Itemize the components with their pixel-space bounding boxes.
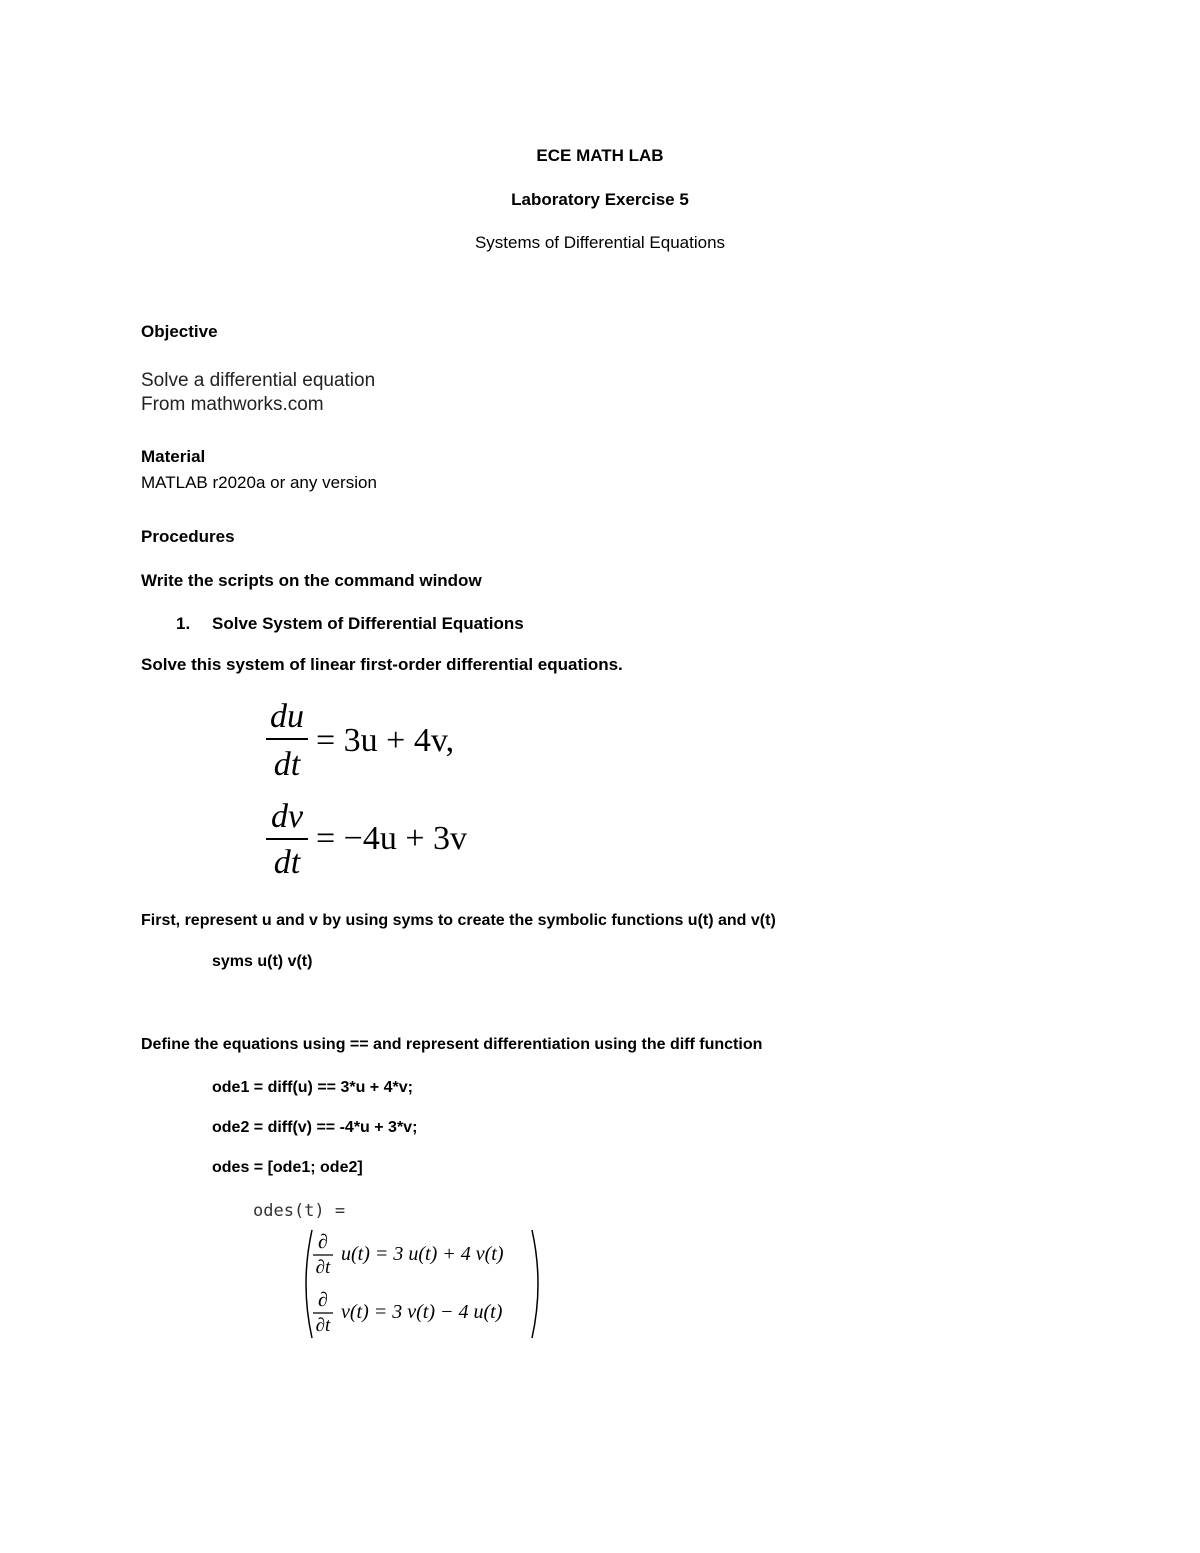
left-paren — [306, 1230, 312, 1338]
objective-line-1: Solve a differential equation — [141, 370, 376, 391]
output-label: odes(t) = — [253, 1201, 346, 1221]
eq2-numerator: dv — [270, 798, 304, 835]
code-odes: odes = [ode1; ode2] — [212, 1159, 363, 1176]
procedures-heading: Procedures — [141, 527, 235, 546]
code-ode1: ode1 = diff(u) == 3*u + 4*v; — [212, 1079, 413, 1096]
row2-partial: ∂ — [318, 1289, 328, 1311]
define-description: Define the equations using == and represent differentiation using the diff function — [141, 1036, 763, 1053]
objective-line-2: From mathworks.com — [141, 394, 324, 415]
procedures-instruction: Write the scripts on the command window — [141, 571, 482, 590]
right-paren — [532, 1230, 538, 1338]
exercise-title: Laboratory Exercise 5 — [511, 190, 689, 209]
row1-dt: ∂t — [315, 1257, 331, 1278]
eq2-rhs: = −4u + 3v — [316, 820, 468, 857]
row1-partial: ∂ — [318, 1231, 328, 1253]
material-text: MATLAB r2020a or any version — [141, 473, 377, 492]
syms-description: First, represent u and v by using syms to create the symbolic functions u(t) and v(t) — [141, 912, 776, 929]
row2-equation: v(t) = 3 v(t) − 4 u(t) — [341, 1301, 503, 1323]
step-number: 1. — [176, 614, 191, 633]
row2-dt: ∂t — [315, 1315, 331, 1336]
code-ode2: ode2 = diff(v) == -4*u + 3*v; — [212, 1119, 418, 1136]
eq1-rhs: = 3u + 4v, — [316, 722, 455, 759]
output-matrix — [298, 1226, 548, 1342]
eq1-denominator: dt — [273, 746, 301, 783]
eq1-numerator: du — [270, 698, 304, 735]
equation-system — [260, 695, 520, 885]
objective-heading: Objective — [141, 322, 218, 341]
step-intro: Solve this system of linear first-order differential equations. — [141, 655, 623, 674]
step-title: Solve System of Differential Equations — [212, 614, 524, 633]
row1-equation: u(t) = 3 u(t) + 4 v(t) — [341, 1243, 504, 1265]
eq2-denominator: dt — [273, 844, 301, 881]
topic-title: Systems of Differential Equations — [474, 233, 726, 252]
material-heading: Material — [141, 447, 206, 466]
syms-code: syms u(t) v(t) — [212, 953, 313, 970]
document-title: ECE MATH LAB — [536, 146, 664, 165]
